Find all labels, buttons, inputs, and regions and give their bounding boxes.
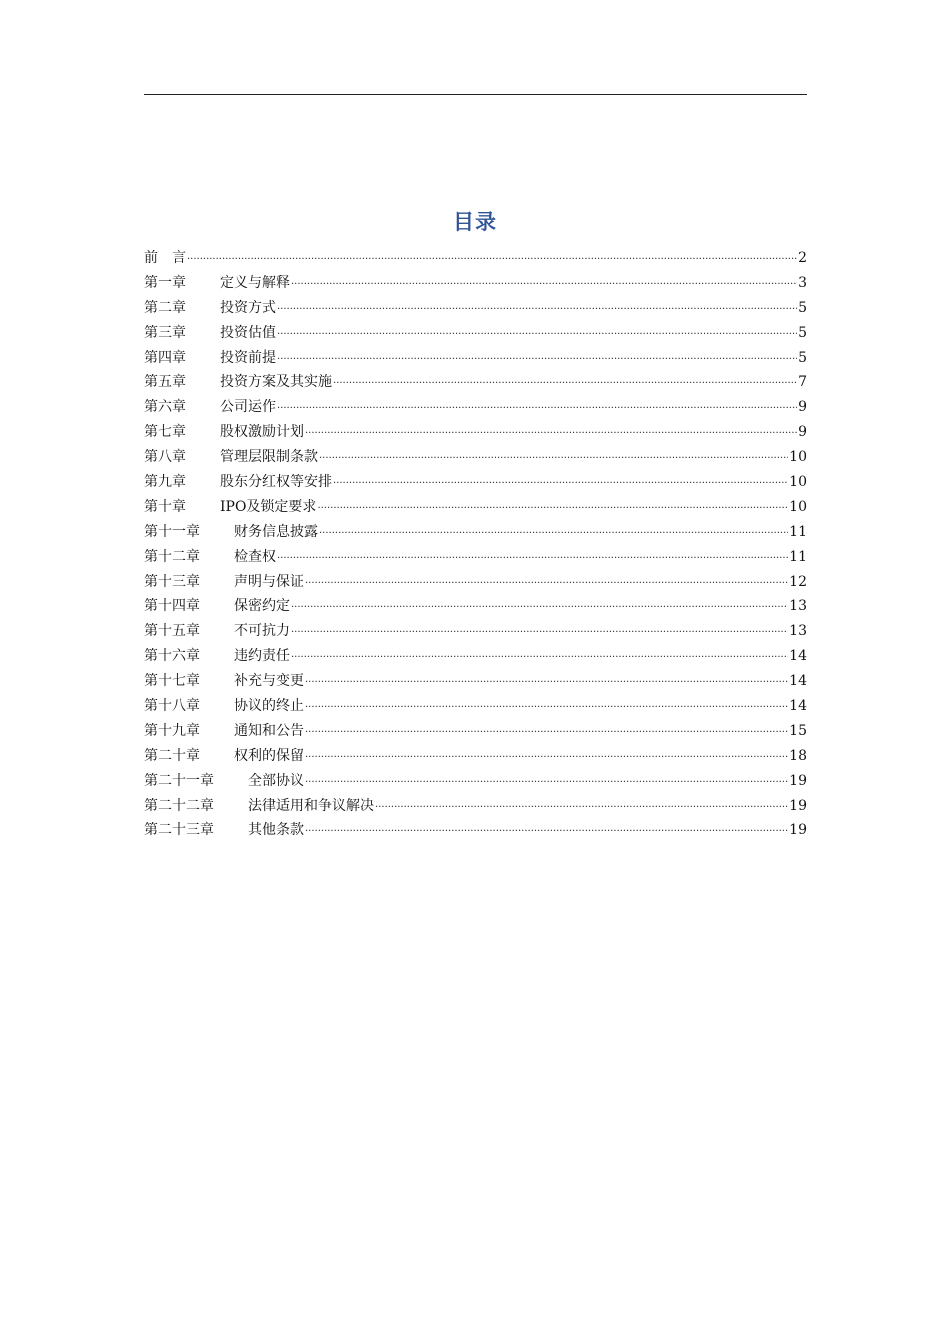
toc-title-text: 补充与变更 [234,673,304,690]
toc-title-text: 声明与保证 [234,573,304,590]
toc-dot-leader [291,591,788,618]
toc-page-number: 9 [798,424,807,441]
toc-title-text: 通知和公告 [234,722,304,739]
toc-page-number: 14 [789,698,807,715]
toc-title-text: 法律适用和争议解决 [248,797,374,814]
toc-page-number: 9 [798,399,807,416]
toc-chapter: 第十九章 [144,722,200,739]
toc-chapter: 第九章 [144,474,186,491]
toc-dot-leader [333,467,788,494]
toc-page-number: 11 [789,548,807,565]
toc-chapter: 第二十二章 [144,797,214,814]
toc-page-number: 10 [789,474,807,491]
toc-title-text: 协议的终止 [234,698,304,715]
toc-dot-leader [187,243,797,270]
toc-title-text: 股东分红权等安排 [220,474,332,491]
toc-dot-leader [305,567,788,594]
toc-dot-leader [291,641,788,668]
toc-entry[interactable] [144,818,807,843]
toc-chapter: 第八章 [144,449,186,466]
toc-title-text: 股权激励计划 [220,424,304,441]
toc-chapter: 第一章 [144,274,186,291]
toc-title-text: IPO及锁定要求 [220,498,317,515]
toc-chapter: 第十二章 [144,548,200,565]
toc-dot-leader [291,616,788,643]
toc-dot-leader [305,766,788,793]
toc-chapter: 第二十一章 [144,772,214,789]
toc-page-number: 11 [789,523,807,540]
toc-chapter: 第五章 [144,374,186,391]
toc-dot-leader [305,417,797,444]
toc-dot-leader [333,367,797,394]
toc-dot-leader [319,442,788,469]
toc-page-number: 3 [798,274,807,291]
toc-title-text: 违约责任 [234,648,290,665]
toc-page-number: 14 [789,673,807,690]
toc-page-number: 19 [789,797,807,814]
toc-chapter: 第十一章 [144,523,200,540]
toc-title-text: 投资前提 [220,349,276,366]
toc-dot-leader [277,392,797,419]
toc-chapter: 第二十三章 [144,822,214,839]
toc-chapter: 第二十章 [144,747,200,764]
toc-dot-leader [277,542,788,569]
table-of-contents [144,246,807,843]
toc-page-number: 13 [789,623,807,640]
toc-page-number: 19 [789,822,807,839]
toc-page-number: 12 [789,573,807,590]
toc-title-text: 权利的保留 [234,747,304,764]
toc-chapter: 第十章 [144,498,186,515]
toc-page-number: 10 [789,449,807,466]
toc-title-text: 投资方案及其实施 [220,374,332,391]
toc-page-number: 5 [798,299,807,316]
toc-dot-leader [277,318,797,345]
toc-page-number: 15 [789,722,807,739]
toc-page-number: 18 [789,747,807,764]
toc-dot-leader [305,716,788,743]
toc-title-text: 管理层限制条款 [220,449,318,466]
toc-title-text: 定义与解释 [220,274,290,291]
toc-dot-leader [305,666,788,693]
toc-page-number: 10 [789,498,807,515]
toc-page-number: 19 [789,772,807,789]
toc-title-text: 全部协议 [248,772,304,789]
toc-dot-leader [305,741,788,768]
toc-dot-leader [319,517,788,544]
toc-chapter: 第二章 [144,299,186,316]
toc-page-number: 2 [798,250,807,266]
toc-chapter: 第六章 [144,399,186,416]
toc-title-text: 投资方式 [220,299,276,316]
toc-dot-leader [305,691,788,718]
toc-chapter: 第十五章 [144,623,200,640]
toc-title-text: 公司运作 [220,399,276,416]
toc-dot-leader [277,293,797,320]
toc-title-text: 其他条款 [248,822,304,839]
toc-title-text: 保密约定 [234,598,290,615]
toc-page-number: 7 [798,374,807,391]
toc-chapter: 第十三章 [144,573,200,590]
toc-chapter: 第四章 [144,349,186,366]
toc-page-number: 5 [798,324,807,341]
toc-chapter: 第十七章 [144,673,200,690]
toc-page-number: 13 [789,598,807,615]
toc-title-text: 检查权 [234,548,276,565]
toc-chapter: 第十六章 [144,648,200,665]
toc-chapter: 第三章 [144,324,186,341]
toc-title-text: 财务信息披露 [234,523,318,540]
toc-title-text: 投资估值 [220,324,276,341]
toc-chapter: 第十四章 [144,598,200,615]
toc-chapter: 第七章 [144,424,186,441]
toc-title: 目录 [453,210,497,234]
toc-title-text: 不可抗力 [234,623,290,640]
toc-chapter: 第十八章 [144,698,200,715]
toc-dot-leader [375,791,788,818]
toc-page-number: 14 [789,648,807,665]
toc-page-number: 5 [798,349,807,366]
header-rule [144,94,807,95]
toc-chapter: 前 言 [144,250,186,266]
toc-dot-leader [291,268,797,295]
toc-dot-leader [277,343,797,370]
toc-dot-leader [305,815,788,842]
toc-dot-leader [317,492,788,519]
